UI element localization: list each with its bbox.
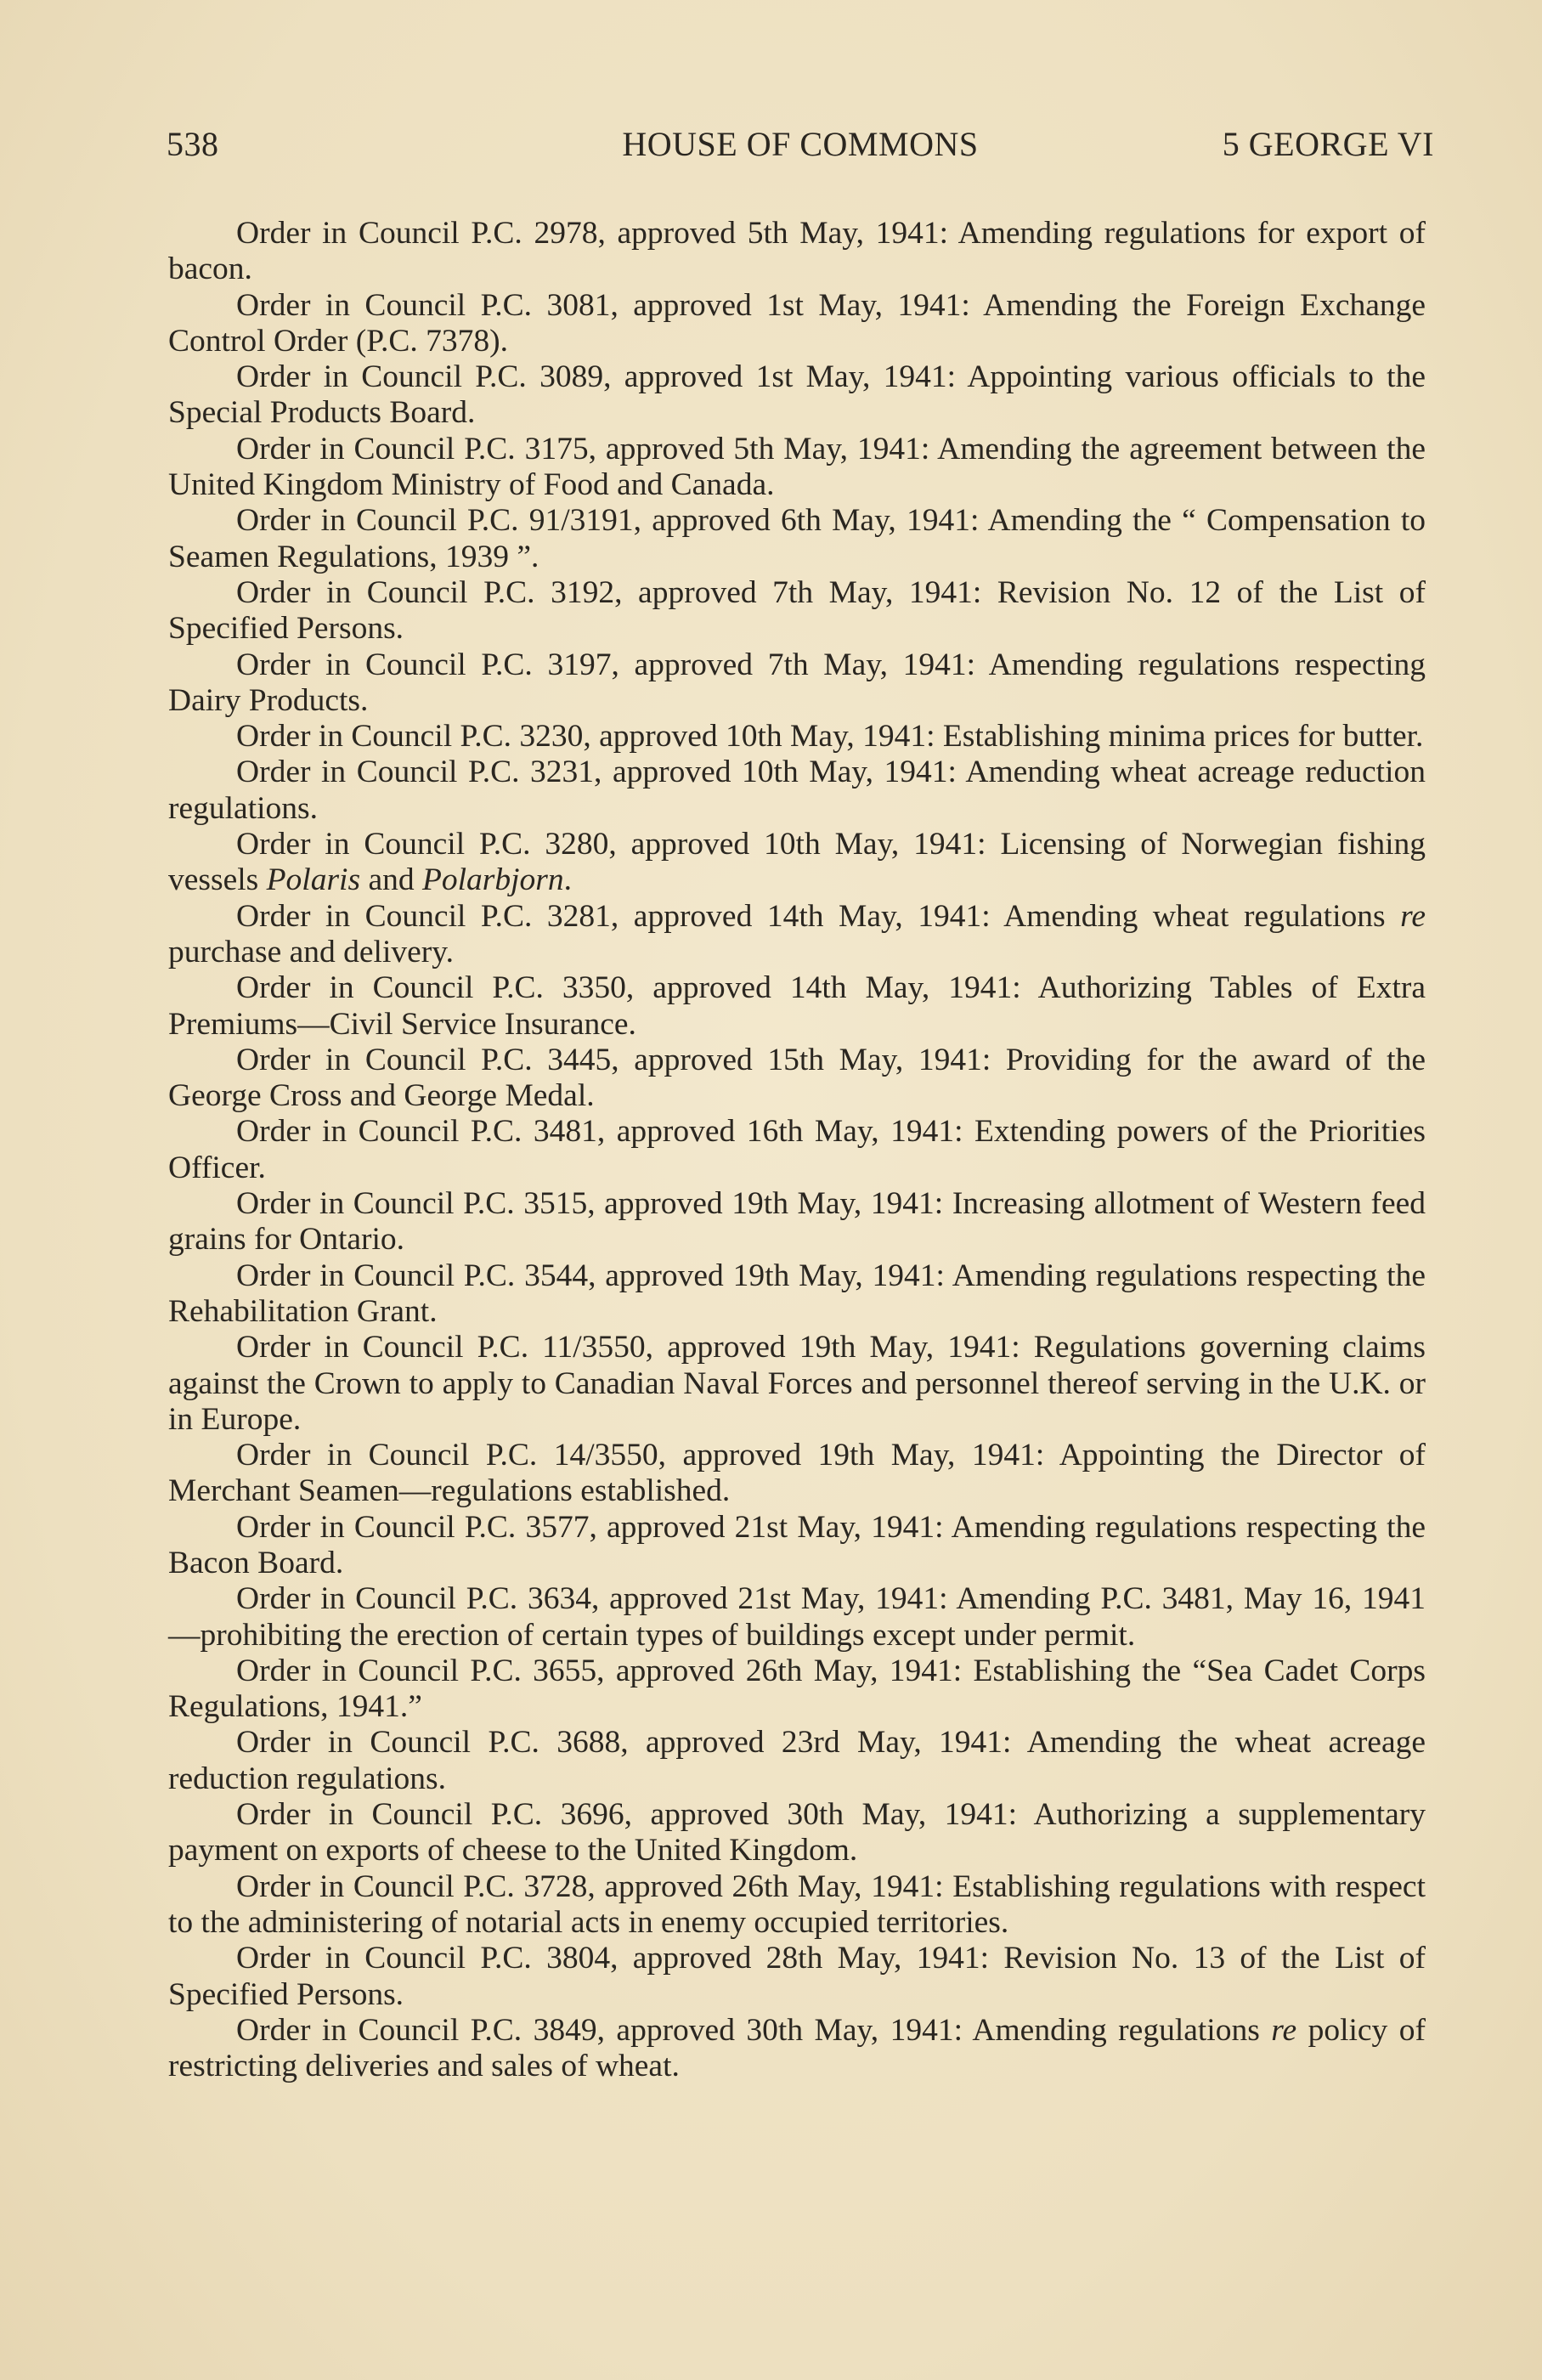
entry-text: Order in Council P.C. 3688, approved 23rd May, 1941: Amending the wheat acreage reduction regulations.	[168, 1725, 1426, 1796]
entry-text: Order in Council P.C. 3197, approved 7th May, 1941: Amending regulations respecting Dairy Products.	[168, 647, 1426, 718]
entry-text: Order in Council P.C. 3231, approved 10th May, 1941: Amending wheat acreage reduction regulations.	[168, 755, 1426, 826]
entry-text: Order in Council P.C. 3081, approved 1st May, 1941: Amending the Foreign Exchange Control Order (P.C. 7378).	[168, 287, 1426, 359]
order-entry	[168, 216, 1426, 288]
entry-text: Order in Council P.C. 91/3191, approved 6th May, 1941: Amending the “ Compensation to Seamen Regulations, 1939 ”.	[168, 503, 1426, 574]
page-header	[167, 124, 1434, 175]
entry-text: Order in Council P.C. 3175, approved 5th May, 1941: Amending the agreement between the United Kingdom Ministry of Food and Canada.	[168, 431, 1426, 503]
entry-text: Order in Council P.C. 14/3550, approved 19th May, 1941: Appointing the Director of Merchant Seamen—regulations established.	[168, 1438, 1426, 1509]
order-entry	[168, 1581, 1426, 1654]
entry-text-continued: .	[563, 862, 573, 898]
entry-italic-text: Polarbjorn	[421, 862, 564, 898]
order-entry	[168, 1797, 1426, 1869]
order-entry	[168, 1438, 1426, 1510]
entry-text: Order in Council P.C. 3281, approved 14th May, 1941: Amending wheat regulations	[236, 898, 1401, 934]
entry-italic-text: Polaris	[266, 862, 361, 898]
order-entry	[168, 1654, 1426, 1726]
order-entry	[168, 432, 1426, 504]
order-entry	[168, 755, 1426, 827]
order-entry	[168, 970, 1426, 1043]
order-entry	[168, 1510, 1426, 1582]
order-entry	[168, 288, 1426, 360]
entry-text: Order in Council P.C. 11/3550, approved 19th May, 1941: Regulations governing claims against the Crown to apply to Canadian Naval Forces and personnel thereof serving in the U.K. or in Europe.	[168, 1330, 1426, 1437]
entry-text: Order in Council P.C. 3515, approved 19th May, 1941: Increasing allotment of Western feed grains for Ontario.	[168, 1186, 1426, 1258]
entry-text: Order in Council P.C. 3804, approved 28th May, 1941: Revision No. 13 of the List of Specified Persons.	[168, 1941, 1426, 2012]
entry-text: Order in Council P.C. 3192, approved 7th May, 1941: Revision No. 12 of the List of Specified Persons.	[168, 574, 1426, 647]
session-label: 5 GEORGE VI	[1222, 125, 1434, 163]
order-entry	[168, 1725, 1426, 1797]
order-entry	[168, 359, 1426, 432]
entry-text: Order in Council P.C. 3089, approved 1st May, 1941: Appointing various officials to the Special Products Board.	[168, 359, 1426, 431]
entry-text: Order in Council P.C. 3577, approved 21st May, 1941: Amending regulations respecting the Bacon Board.	[168, 1509, 1426, 1580]
entry-text: Order in Council P.C. 3230, approved 10th May, 1941: Establishing minima prices for butter.	[236, 719, 1424, 755]
entry-text: Order in Council P.C. 3728, approved 26th May, 1941: Establishing regulations with respect to the administering of notarial acts in enemy occupied territories.	[168, 1868, 1426, 1940]
entry-text: Order in Council P.C. 3655, approved 26th May, 1941: Establishing the “Sea Cadet Corps Regulations, 1941.”	[168, 1653, 1426, 1725]
entry-text: Order in Council P.C. 3634, approved 21st May, 1941: Amending P.C. 3481, May 16, 1941—prohibiting the erection of certain types of buildings except under permit.	[168, 1581, 1426, 1653]
entry-text: Order in Council P.C. 3544, approved 19th May, 1941: Amending regulations respecting the Rehabilitation Grant.	[168, 1258, 1426, 1329]
entry-italic-text: re	[1271, 2012, 1297, 2048]
order-entry	[168, 647, 1426, 720]
entry-text-continued: purchase and delivery.	[168, 934, 454, 970]
order-entry	[168, 503, 1426, 575]
order-entry	[168, 827, 1426, 899]
entry-text: Order in Council P.C. 3481, approved 16th May, 1941: Extending powers of the Priorities Officer.	[168, 1114, 1426, 1185]
entry-text: Order in Council P.C. 3849, approved 30th May, 1941: Amending regulations	[236, 2012, 1272, 2048]
order-entry	[168, 575, 1426, 647]
entry-text: Order in Council P.C. 3445, approved 15th May, 1941: Providing for the award of the George Cross and George Medal.	[168, 1042, 1426, 1114]
order-entry	[168, 1043, 1426, 1115]
order-list	[168, 216, 1426, 2084]
entry-text-continued: policy of restricting deliveries and sales of wheat.	[168, 2012, 1426, 2084]
order-entry	[168, 1186, 1426, 1258]
order-entry	[168, 1114, 1426, 1186]
page-number: 538	[167, 125, 219, 163]
entry-text: Order in Council P.C. 3350, approved 14th May, 1941: Authorizing Tables of Extra Premiums—Civil Service Insurance.	[168, 970, 1426, 1042]
running-title: HOUSE OF COMMONS	[622, 125, 979, 163]
entry-text-continued: and	[360, 862, 422, 898]
order-entry	[168, 2013, 1426, 2085]
order-entry	[168, 899, 1426, 971]
order-entry	[168, 1258, 1426, 1331]
order-entry	[168, 1941, 1426, 2013]
entry-italic-text: re	[1400, 898, 1426, 934]
entry-text: Order in Council P.C. 3280, approved 10th May, 1941: Licensing of Norwegian fishing vessels	[168, 827, 1426, 898]
order-entry	[168, 719, 1426, 755]
entry-text: Order in Council P.C. 3696, approved 30th May, 1941: Authorizing a supplementary payment on exports of cheese to the United Kingdom.	[168, 1797, 1426, 1868]
order-entry	[168, 1869, 1426, 1942]
entry-text: Order in Council P.C. 2978, approved 5th May, 1941: Amending regulations for export of bacon.	[168, 216, 1426, 287]
order-entry	[168, 1330, 1426, 1438]
